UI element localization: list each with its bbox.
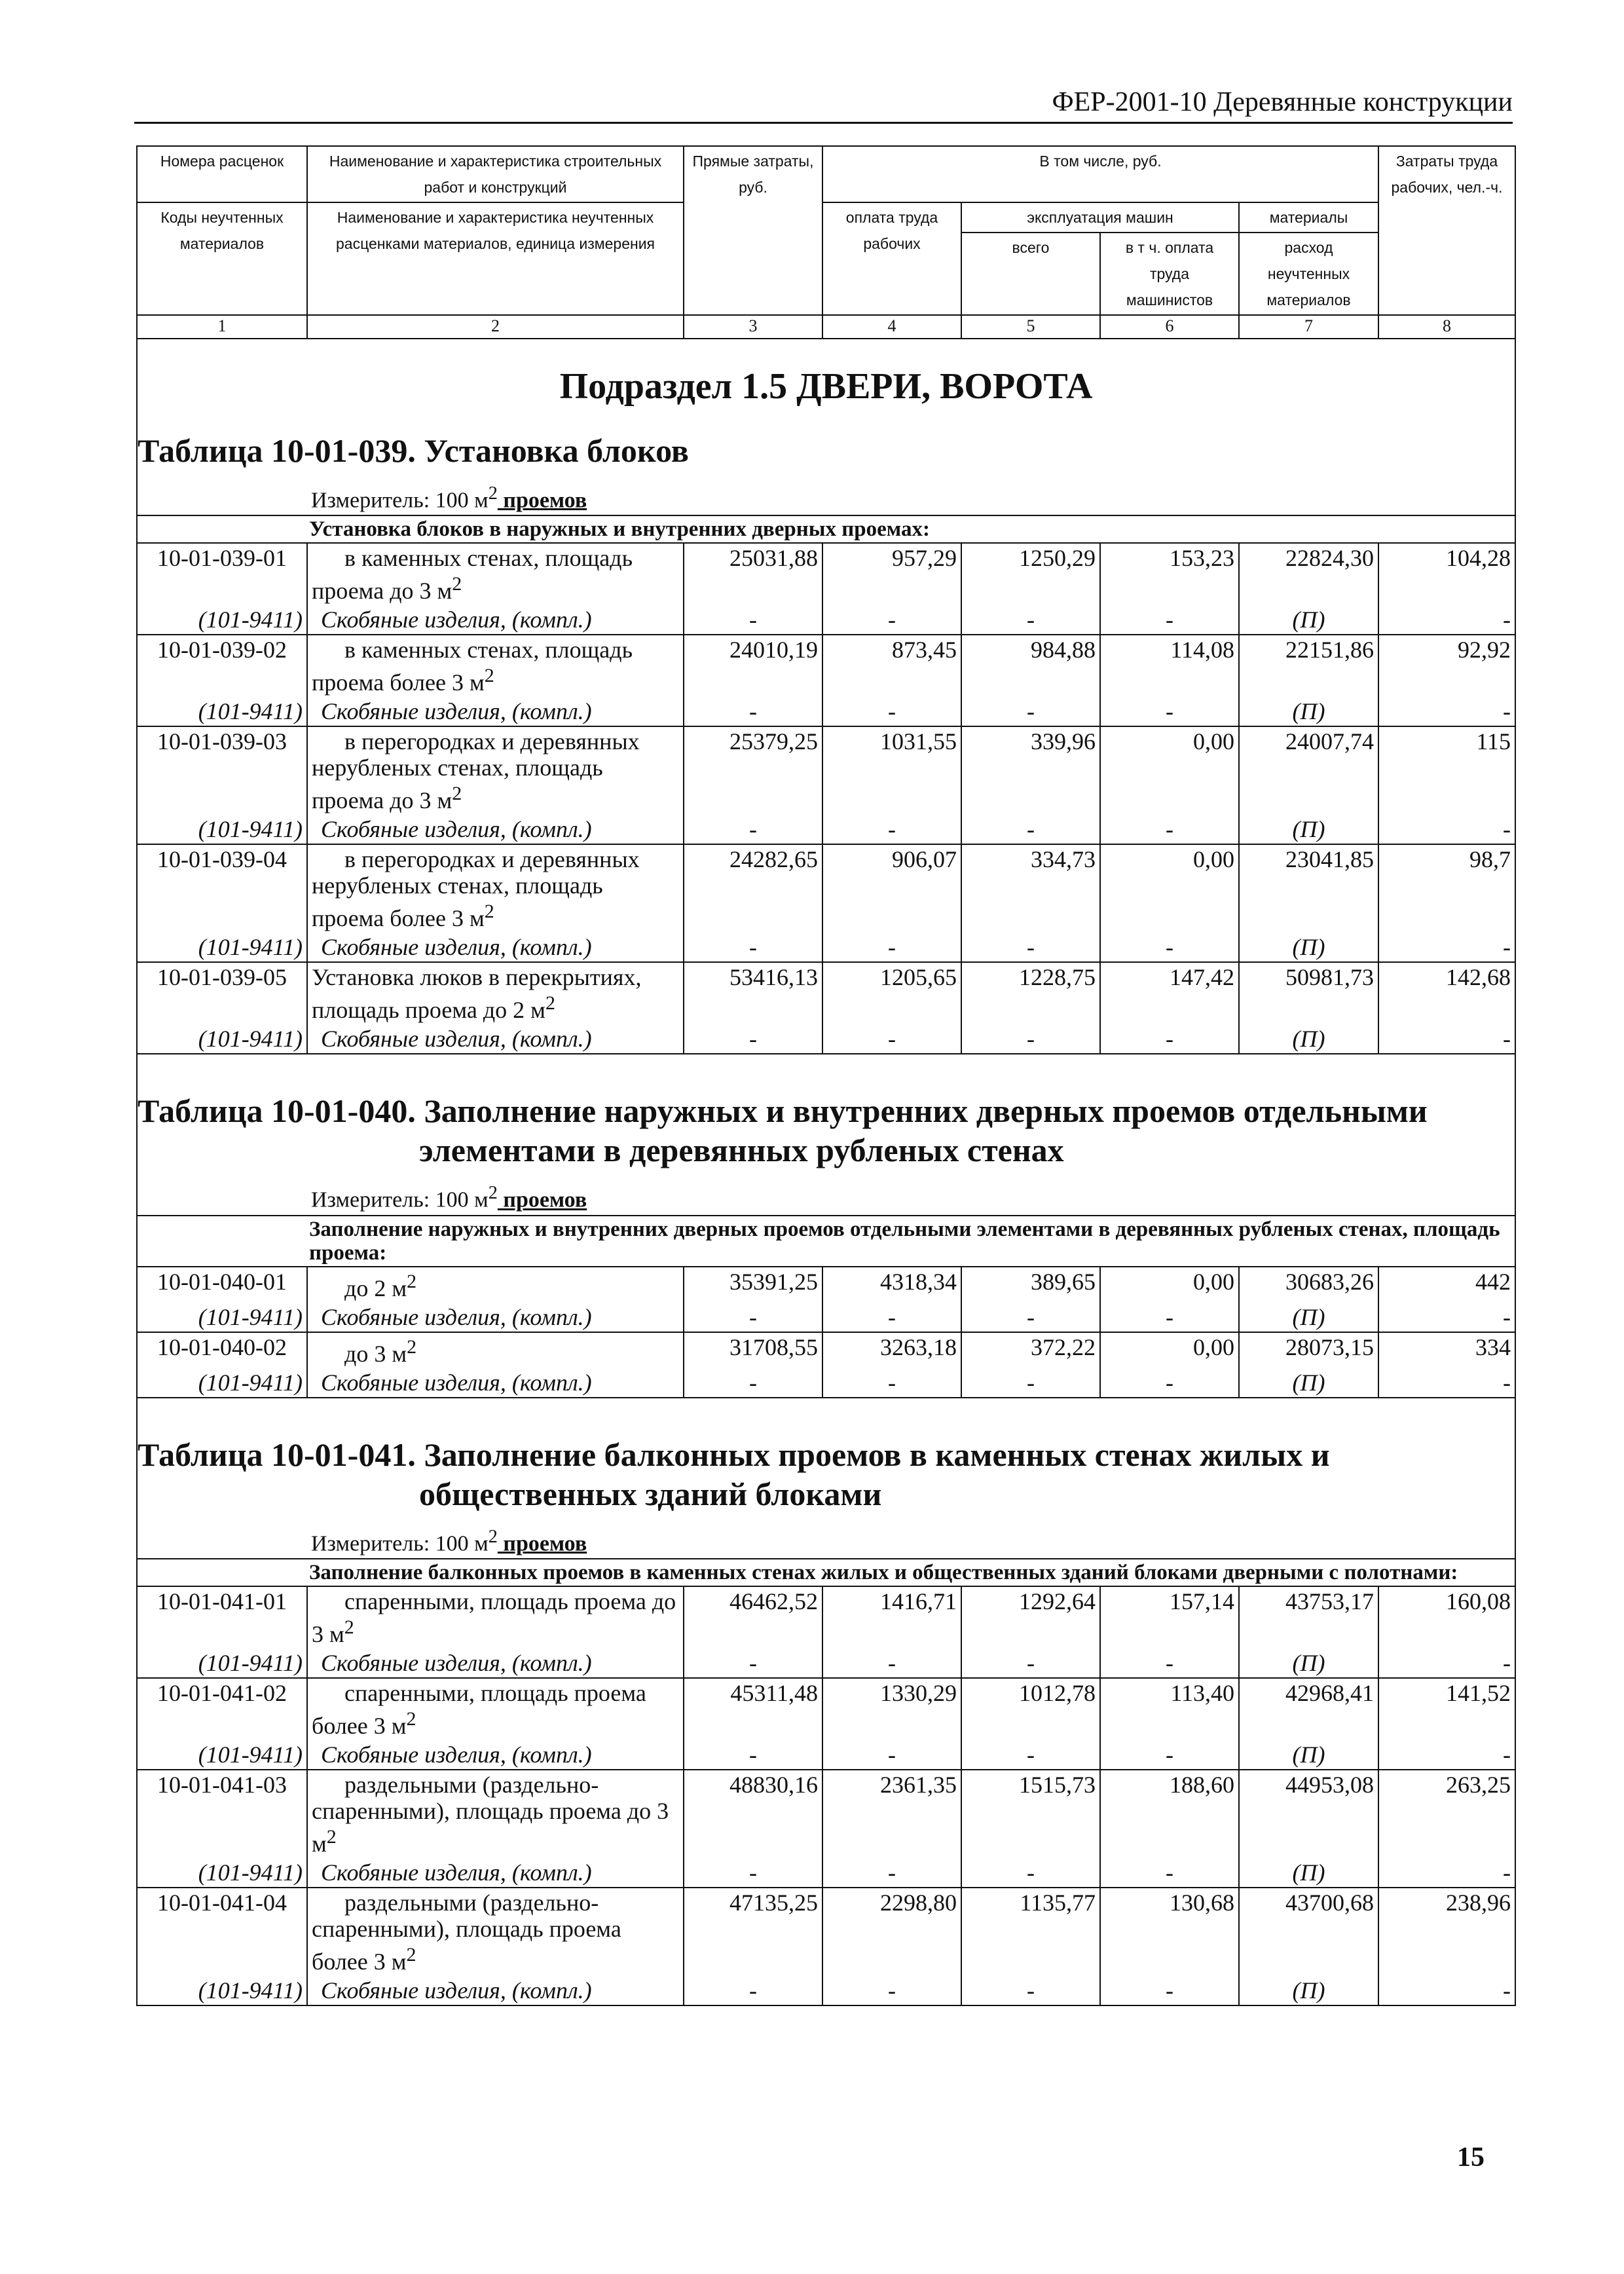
table-title bbox=[137, 1079, 1515, 1176]
group-heading: Установка блоков в наружных и внутренних дверных проемах: bbox=[307, 515, 1515, 543]
value-direct-costs: 53416,13 bbox=[684, 962, 822, 1024]
material-description: Скобяные изделия, (компл.) bbox=[307, 1740, 684, 1770]
unit-power: 2 bbox=[484, 901, 494, 923]
column-number: 4 bbox=[822, 315, 961, 339]
value-labor-pay: 1416,71 bbox=[822, 1586, 961, 1649]
value-machine-labor: 0,00 bbox=[1100, 844, 1239, 933]
rates-table bbox=[136, 145, 1516, 2006]
rate-row bbox=[137, 1267, 1515, 1303]
rate-description-text: в каменных стенах, площадь проема более 3 м bbox=[312, 637, 633, 696]
rate-row bbox=[137, 543, 1515, 605]
group-heading: Заполнение наружных и внутренних дверных проемов отдельными элементами в деревянных рубленых стенах, площадь проема: bbox=[307, 1216, 1515, 1267]
table-title-text: Таблица 10-01-040. Заполнение наружных и внутренних дверных проемов отдельными bbox=[138, 1092, 1428, 1130]
material-dash: - bbox=[1100, 933, 1239, 962]
material-dash: - bbox=[822, 815, 961, 844]
table-title-text: Таблица 10-01-039. Установка блоков bbox=[138, 432, 689, 469]
meter-suffix: проемов bbox=[497, 488, 587, 513]
meter-spacer bbox=[137, 477, 307, 515]
material-row bbox=[137, 1024, 1515, 1054]
value-materials-cost: 44953,08 bbox=[1239, 1770, 1378, 1858]
meter-suffix: проемов bbox=[497, 1531, 587, 1556]
material-dash: - bbox=[1100, 1368, 1239, 1398]
rate-description-text: в каменных стенах, площадь проема до 3 м bbox=[312, 545, 633, 605]
group-spacer bbox=[137, 515, 307, 543]
value-labor-hours: 92,92 bbox=[1378, 635, 1515, 697]
material-dash: - bbox=[822, 1858, 961, 1888]
value-direct-costs: 46462,52 bbox=[684, 1586, 822, 1649]
header-machine-total: всего bbox=[961, 233, 1100, 315]
material-unaccounted-mark: (П) bbox=[1239, 815, 1378, 844]
value-labor-pay: 2361,35 bbox=[822, 1770, 961, 1858]
material-description: Скобяные изделия, (компл.) bbox=[307, 1649, 684, 1678]
material-unaccounted-mark: (П) bbox=[1239, 1649, 1378, 1678]
rate-description bbox=[307, 1770, 684, 1858]
rate-row bbox=[137, 1770, 1515, 1858]
value-labor-pay: 2298,80 bbox=[822, 1888, 961, 1976]
material-unaccounted-mark: (П) bbox=[1239, 1303, 1378, 1332]
material-code: (101-9411) bbox=[137, 1368, 307, 1398]
header-labor-cost: Затраты труда рабочих, чел.-ч. bbox=[1378, 146, 1515, 315]
material-description: Скобяные изделия, (компл.) bbox=[307, 1976, 684, 2005]
material-dash: - bbox=[1378, 1368, 1515, 1398]
meter-prefix: Измеритель: 100 м bbox=[311, 1187, 489, 1212]
material-code: (101-9411) bbox=[137, 1740, 307, 1770]
material-dash: - bbox=[1378, 1303, 1515, 1332]
meter-prefix: Измеритель: 100 м bbox=[311, 1531, 489, 1556]
material-row bbox=[137, 605, 1515, 635]
meter-spacer bbox=[137, 1520, 307, 1559]
material-dash: - bbox=[822, 1368, 961, 1398]
rate-row bbox=[137, 635, 1515, 697]
material-dash: - bbox=[1100, 1024, 1239, 1054]
rate-description bbox=[307, 962, 684, 1024]
material-dash: - bbox=[1100, 1976, 1239, 2005]
material-dash: - bbox=[1378, 697, 1515, 726]
material-description: Скобяные изделия, (компл.) bbox=[307, 1303, 684, 1332]
value-labor-hours: 238,96 bbox=[1378, 1888, 1515, 1976]
rate-description bbox=[307, 1678, 684, 1740]
value-labor-hours: 263,25 bbox=[1378, 1770, 1515, 1858]
material-dash: - bbox=[1378, 1858, 1515, 1888]
rate-description bbox=[307, 1267, 684, 1303]
gap-cell bbox=[137, 1398, 1515, 1423]
table-title-continuation: общественных зданий блоками bbox=[419, 1475, 882, 1512]
value-materials-cost: 22824,30 bbox=[1239, 543, 1378, 605]
header-material-name: Наименование и характеристика неучтенных расценками материалов, единица измерения bbox=[307, 202, 684, 315]
value-machine-labor: 130,68 bbox=[1100, 1888, 1239, 1976]
value-machine-labor: 0,00 bbox=[1100, 726, 1239, 815]
value-materials-cost: 28073,15 bbox=[1239, 1332, 1378, 1368]
value-direct-costs: 48830,16 bbox=[684, 1770, 822, 1858]
value-machine-labor: 153,23 bbox=[1100, 543, 1239, 605]
table-header bbox=[137, 146, 1515, 339]
material-unaccounted-mark: (П) bbox=[1239, 1858, 1378, 1888]
material-unaccounted-mark: (П) bbox=[1239, 1976, 1378, 2005]
material-code: (101-9411) bbox=[137, 815, 307, 844]
value-machine-labor: 0,00 bbox=[1100, 1267, 1239, 1303]
rate-code: 10-01-041-02 bbox=[137, 1678, 307, 1740]
material-row bbox=[137, 1858, 1515, 1888]
material-dash: - bbox=[822, 605, 961, 635]
material-row bbox=[137, 1740, 1515, 1770]
material-code: (101-9411) bbox=[137, 1024, 307, 1054]
material-dash: - bbox=[684, 1858, 822, 1888]
unit-power: 2 bbox=[326, 1825, 337, 1848]
value-labor-hours: 334 bbox=[1378, 1332, 1515, 1368]
table-title-continuation: элементами в деревянных рубленых стенах bbox=[419, 1132, 1064, 1169]
material-dash: - bbox=[822, 697, 961, 726]
material-code: (101-9411) bbox=[137, 605, 307, 635]
rate-row bbox=[137, 1678, 1515, 1740]
rate-row bbox=[137, 1888, 1515, 1976]
value-machine-labor: 157,14 bbox=[1100, 1586, 1239, 1649]
rate-description-text: раздельными (раздельно-спаренными), площадь проема до 3 м bbox=[312, 1771, 669, 1857]
rate-code: 10-01-041-01 bbox=[137, 1586, 307, 1649]
value-materials-cost: 42968,41 bbox=[1239, 1678, 1378, 1740]
rate-description bbox=[307, 635, 684, 697]
value-labor-hours: 98,7 bbox=[1378, 844, 1515, 933]
rate-row bbox=[137, 1332, 1515, 1368]
value-direct-costs: 47135,25 bbox=[684, 1888, 822, 1976]
meter bbox=[307, 477, 1515, 515]
rate-code: 10-01-039-04 bbox=[137, 844, 307, 933]
value-direct-costs: 25379,25 bbox=[684, 726, 822, 815]
meter bbox=[307, 1176, 1515, 1215]
group-spacer bbox=[137, 1216, 307, 1267]
material-dash: - bbox=[961, 815, 1100, 844]
material-dash: - bbox=[684, 1303, 822, 1332]
value-direct-costs: 25031,88 bbox=[684, 543, 822, 605]
value-materials-cost: 23041,85 bbox=[1239, 844, 1378, 933]
header-machine-labor: в т ч. оплата труда машинистов bbox=[1100, 233, 1239, 315]
value-labor-pay: 3263,18 bbox=[822, 1332, 961, 1368]
header-materials-unaccounted: расход неучтенных материалов bbox=[1239, 233, 1378, 315]
rate-description bbox=[307, 726, 684, 815]
header-materials: материалы bbox=[1239, 202, 1378, 233]
section-title: Подраздел 1.5 ДВЕРИ, ВОРОТА bbox=[137, 339, 1515, 419]
group-heading: Заполнение балконных проемов в каменных стенах жилых и общественных зданий блоками дверными с полотнами: bbox=[307, 1559, 1515, 1586]
material-row bbox=[137, 1649, 1515, 1678]
material-dash: - bbox=[684, 1024, 822, 1054]
header-including: В том числе, руб. bbox=[822, 146, 1378, 202]
column-number: 6 bbox=[1100, 315, 1239, 339]
rate-description-text: спаренными, площадь проема более 3 м bbox=[312, 1679, 646, 1739]
rate-code: 10-01-039-05 bbox=[137, 962, 307, 1024]
value-machine-total: 1135,77 bbox=[961, 1888, 1100, 1976]
meter-unit-power: 2 bbox=[488, 1526, 498, 1547]
value-machine-total: 1515,73 bbox=[961, 1770, 1100, 1858]
value-machine-labor: 0,00 bbox=[1100, 1332, 1239, 1368]
unit-power: 2 bbox=[344, 1616, 354, 1638]
material-description: Скобяные изделия, (компл.) bbox=[307, 605, 684, 635]
column-number: 5 bbox=[961, 315, 1100, 339]
table-title bbox=[137, 1423, 1515, 1520]
value-labor-hours: 142,68 bbox=[1378, 962, 1515, 1024]
material-dash: - bbox=[822, 1303, 961, 1332]
value-labor-pay: 1205,65 bbox=[822, 962, 961, 1024]
material-description: Скобяные изделия, (компл.) bbox=[307, 697, 684, 726]
rate-code: 10-01-040-02 bbox=[137, 1332, 307, 1368]
material-dash: - bbox=[1100, 815, 1239, 844]
unit-power: 2 bbox=[407, 1270, 417, 1292]
material-dash: - bbox=[822, 1649, 961, 1678]
rate-description-text: до 3 м bbox=[344, 1340, 407, 1367]
value-labor-pay: 906,07 bbox=[822, 844, 961, 933]
unit-power: 2 bbox=[407, 1335, 417, 1358]
material-dash: - bbox=[1378, 1740, 1515, 1770]
rate-description-text: раздельными (раздельно-спаренными), площадь проема более 3 м bbox=[312, 1889, 621, 1975]
rate-description bbox=[307, 1586, 684, 1649]
rate-code: 10-01-040-01 bbox=[137, 1267, 307, 1303]
material-unaccounted-mark: (П) bbox=[1239, 933, 1378, 962]
material-code: (101-9411) bbox=[137, 1649, 307, 1678]
rate-description-text: в перегородках и деревянных нерубленых стенах, площадь проема более 3 м bbox=[312, 846, 640, 932]
value-direct-costs: 45311,48 bbox=[684, 1678, 822, 1740]
material-dash: - bbox=[684, 605, 822, 635]
rate-code: 10-01-039-03 bbox=[137, 726, 307, 815]
value-labor-hours: 104,28 bbox=[1378, 543, 1515, 605]
column-number: 1 bbox=[137, 315, 307, 339]
material-dash: - bbox=[822, 1976, 961, 2005]
material-dash: - bbox=[684, 1368, 822, 1398]
value-machine-labor: 188,60 bbox=[1100, 1770, 1239, 1858]
value-labor-pay: 1330,29 bbox=[822, 1678, 961, 1740]
material-row bbox=[137, 1368, 1515, 1398]
material-dash: - bbox=[961, 1024, 1100, 1054]
rate-code: 10-01-039-01 bbox=[137, 543, 307, 605]
material-description: Скобяные изделия, (компл.) bbox=[307, 1024, 684, 1054]
material-dash: - bbox=[684, 815, 822, 844]
value-labor-hours: 141,52 bbox=[1378, 1678, 1515, 1740]
material-dash: - bbox=[961, 1976, 1100, 2005]
material-dash: - bbox=[822, 1740, 961, 1770]
material-unaccounted-mark: (П) bbox=[1239, 1368, 1378, 1398]
group-spacer bbox=[137, 1559, 307, 1586]
material-description: Скобяные изделия, (компл.) bbox=[307, 933, 684, 962]
material-dash: - bbox=[961, 1740, 1100, 1770]
meter-suffix: проемов bbox=[497, 1187, 587, 1212]
meter bbox=[307, 1520, 1515, 1559]
material-dash: - bbox=[1100, 697, 1239, 726]
value-machine-total: 372,22 bbox=[961, 1332, 1100, 1368]
material-dash: - bbox=[961, 1303, 1100, 1332]
column-number: 2 bbox=[307, 315, 684, 339]
rate-description-text: в перегородках и деревянных нерубленых стенах, площадь проема до 3 м bbox=[312, 728, 640, 814]
value-machine-total: 984,88 bbox=[961, 635, 1100, 697]
material-unaccounted-mark: (П) bbox=[1239, 1740, 1378, 1770]
table-gap bbox=[137, 1398, 1515, 1423]
value-machine-total: 339,96 bbox=[961, 726, 1100, 815]
value-labor-hours: 115 bbox=[1378, 726, 1515, 815]
value-machine-total: 334,73 bbox=[961, 844, 1100, 933]
value-direct-costs: 24010,19 bbox=[684, 635, 822, 697]
rate-description bbox=[307, 844, 684, 933]
material-unaccounted-mark: (П) bbox=[1239, 1024, 1378, 1054]
section-heading bbox=[137, 339, 1515, 419]
gap-cell bbox=[137, 1054, 1515, 1079]
meter-spacer bbox=[137, 1176, 307, 1215]
value-materials-cost: 43700,68 bbox=[1239, 1888, 1378, 1976]
material-row bbox=[137, 697, 1515, 726]
material-code: (101-9411) bbox=[137, 697, 307, 726]
value-labor-pay: 957,29 bbox=[822, 543, 961, 605]
rate-code: 10-01-039-02 bbox=[137, 635, 307, 697]
column-numbers-row bbox=[137, 315, 1515, 339]
rate-row bbox=[137, 1586, 1515, 1649]
rate-code: 10-01-041-03 bbox=[137, 1770, 307, 1858]
material-dash: - bbox=[1378, 605, 1515, 635]
value-direct-costs: 24282,65 bbox=[684, 844, 822, 933]
value-machine-total: 1012,78 bbox=[961, 1678, 1100, 1740]
rate-description bbox=[307, 1332, 684, 1368]
material-dash: - bbox=[1378, 1976, 1515, 2005]
material-description: Скобяные изделия, (компл.) bbox=[307, 1858, 684, 1888]
unit-power: 2 bbox=[452, 783, 462, 805]
running-head: ФЕР-2001-10 Деревянные конструкции bbox=[134, 86, 1513, 124]
value-machine-labor: 147,42 bbox=[1100, 962, 1239, 1024]
value-machine-labor: 113,40 bbox=[1100, 1678, 1239, 1740]
material-dash: - bbox=[961, 1368, 1100, 1398]
material-description: Скобяные изделия, (компл.) bbox=[307, 815, 684, 844]
value-direct-costs: 31708,55 bbox=[684, 1332, 822, 1368]
value-machine-total: 1292,64 bbox=[961, 1586, 1100, 1649]
material-row bbox=[137, 1303, 1515, 1332]
value-machine-total: 1228,75 bbox=[961, 962, 1100, 1024]
column-number: 7 bbox=[1239, 315, 1378, 339]
value-materials-cost: 50981,73 bbox=[1239, 962, 1378, 1024]
material-row bbox=[137, 933, 1515, 962]
material-dash: - bbox=[684, 933, 822, 962]
unit-power: 2 bbox=[484, 665, 494, 687]
material-dash: - bbox=[684, 1740, 822, 1770]
value-labor-pay: 873,45 bbox=[822, 635, 961, 697]
rate-row bbox=[137, 844, 1515, 933]
rate-description-text: Установка люков в перекрытиях, площадь проема до 2 м bbox=[312, 964, 642, 1024]
material-unaccounted-mark: (П) bbox=[1239, 697, 1378, 726]
rate-row bbox=[137, 726, 1515, 815]
meter-unit-power: 2 bbox=[488, 1183, 498, 1204]
material-dash: - bbox=[961, 1649, 1100, 1678]
rate-description bbox=[307, 543, 684, 605]
material-dash: - bbox=[1378, 933, 1515, 962]
table-title bbox=[137, 419, 1515, 477]
material-dash: - bbox=[1100, 1649, 1239, 1678]
meter-prefix: Измеритель: 100 м bbox=[311, 488, 489, 513]
value-labor-pay: 4318,34 bbox=[822, 1267, 961, 1303]
material-dash: - bbox=[1378, 815, 1515, 844]
header-direct-costs: Прямые затраты, руб. bbox=[684, 146, 822, 315]
unit-power: 2 bbox=[406, 1707, 416, 1730]
material-dash: - bbox=[1378, 1649, 1515, 1678]
column-number: 3 bbox=[684, 315, 822, 339]
value-materials-cost: 43753,17 bbox=[1239, 1586, 1378, 1649]
page-number: 15 bbox=[1457, 2142, 1485, 2172]
header-work-name: Наименование и характеристика строительных работ и конструкций bbox=[307, 146, 684, 202]
material-dash: - bbox=[961, 697, 1100, 726]
table-gap bbox=[137, 1054, 1515, 1079]
material-dash: - bbox=[822, 933, 961, 962]
material-dash: - bbox=[822, 1024, 961, 1054]
material-dash: - bbox=[1378, 1024, 1515, 1054]
value-machine-total: 1250,29 bbox=[961, 543, 1100, 605]
value-machine-labor: 114,08 bbox=[1100, 635, 1239, 697]
material-dash: - bbox=[1100, 1858, 1239, 1888]
rate-description-text: спаренными, площадь проема до 3 м bbox=[312, 1588, 676, 1647]
value-machine-total: 389,65 bbox=[961, 1267, 1100, 1303]
value-direct-costs: 35391,25 bbox=[684, 1267, 822, 1303]
material-dash: - bbox=[961, 1858, 1100, 1888]
material-description: Скобяные изделия, (компл.) bbox=[307, 1368, 684, 1398]
material-unaccounted-mark: (П) bbox=[1239, 605, 1378, 635]
material-row bbox=[137, 1976, 1515, 2005]
value-materials-cost: 30683,26 bbox=[1239, 1267, 1378, 1303]
column-number: 8 bbox=[1378, 315, 1515, 339]
value-materials-cost: 24007,74 bbox=[1239, 726, 1378, 815]
rate-code: 10-01-041-04 bbox=[137, 1888, 307, 1976]
table-title-text: Таблица 10-01-041. Заполнение балконных проемов в каменных стенах жилых и bbox=[138, 1436, 1330, 1473]
unit-power: 2 bbox=[452, 573, 462, 595]
material-dash: - bbox=[961, 933, 1100, 962]
value-labor-hours: 160,08 bbox=[1378, 1586, 1515, 1649]
header-labor-pay: оплата труда рабочих bbox=[822, 202, 961, 315]
header-rate-numbers: Номера расценок bbox=[137, 146, 307, 202]
material-dash: - bbox=[684, 1976, 822, 2005]
rate-row bbox=[137, 962, 1515, 1024]
material-code: (101-9411) bbox=[137, 933, 307, 962]
rate-description-text: до 2 м bbox=[344, 1275, 407, 1301]
unit-power: 2 bbox=[406, 1943, 416, 1966]
header-material-codes: Коды неучтенных материалов bbox=[137, 202, 307, 315]
material-dash: - bbox=[1100, 1740, 1239, 1770]
material-dash: - bbox=[961, 605, 1100, 635]
material-dash: - bbox=[684, 1649, 822, 1678]
material-dash: - bbox=[684, 697, 822, 726]
table-body bbox=[137, 419, 1515, 2005]
meter-unit-power: 2 bbox=[488, 483, 498, 504]
header-machine-ops: эксплуатация машин bbox=[961, 202, 1239, 233]
material-dash: - bbox=[1100, 1303, 1239, 1332]
rate-description bbox=[307, 1888, 684, 1976]
material-code: (101-9411) bbox=[137, 1858, 307, 1888]
value-materials-cost: 22151,86 bbox=[1239, 635, 1378, 697]
material-code: (101-9411) bbox=[137, 1976, 307, 2005]
material-code: (101-9411) bbox=[137, 1303, 307, 1332]
unit-power: 2 bbox=[545, 992, 555, 1015]
material-dash: - bbox=[1100, 605, 1239, 635]
value-labor-hours: 442 bbox=[1378, 1267, 1515, 1303]
material-row bbox=[137, 815, 1515, 844]
value-labor-pay: 1031,55 bbox=[822, 726, 961, 815]
